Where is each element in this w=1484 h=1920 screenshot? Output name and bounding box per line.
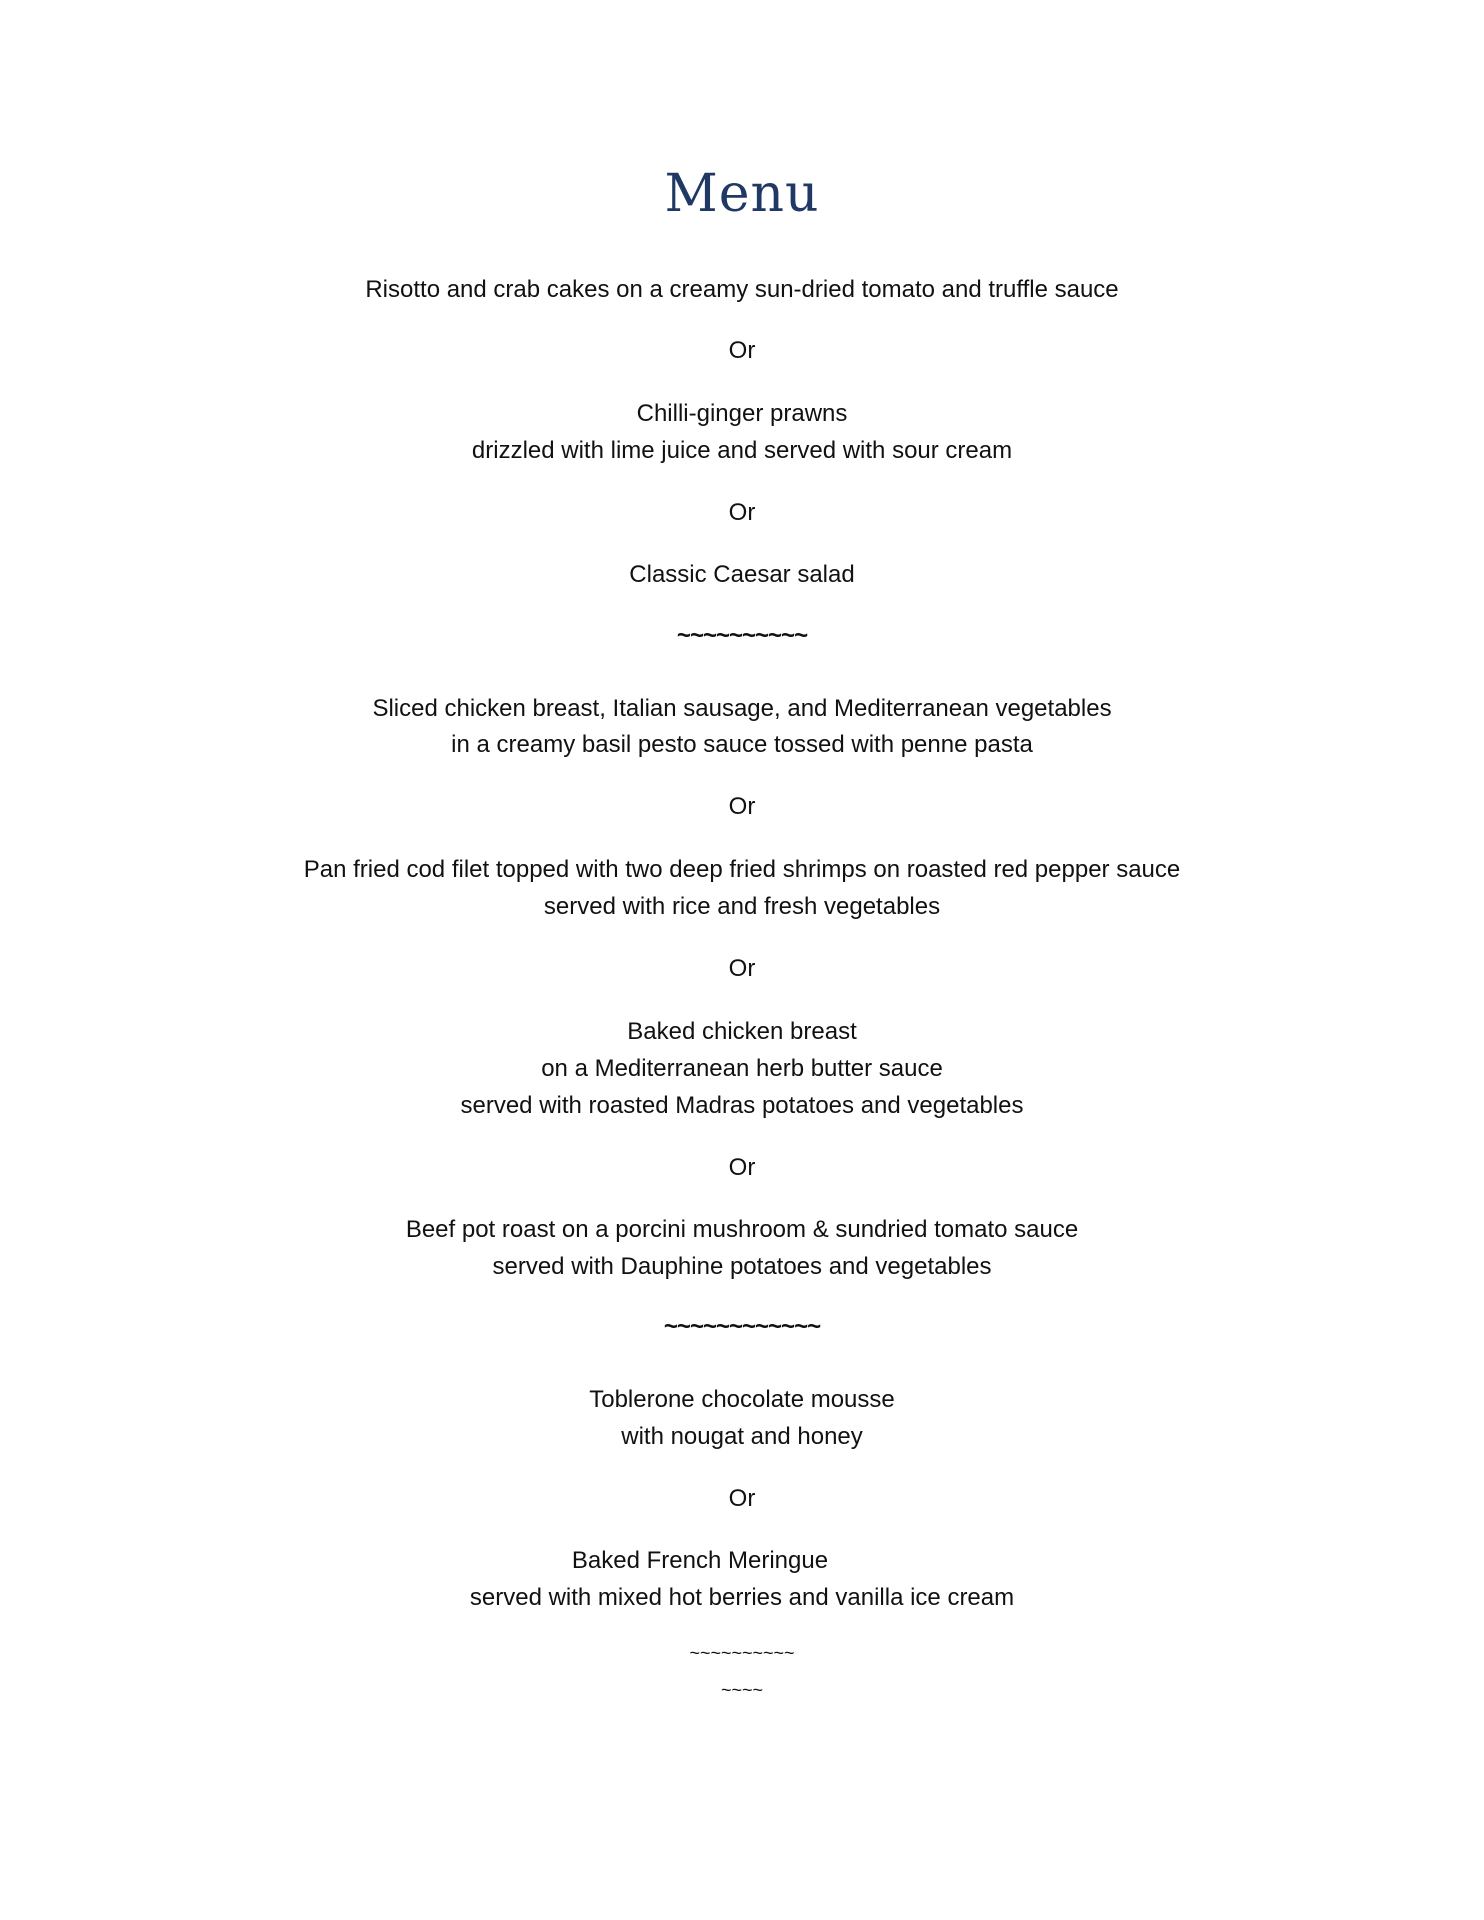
- menu-or: Or: [728, 499, 756, 526]
- menu-line-starter-3: Classic Caesar salad: [629, 561, 855, 588]
- menu-line-main-2-title: Pan fried cod filet topped with two deep fried shrimps on roasted red pepper sauce: [303, 856, 1181, 883]
- menu-line-main-3-desc-2: served with roasted Madras potatoes and vegetables: [460, 1092, 1024, 1119]
- menu-line-main-1-title: Sliced chicken breast, Italian sausage, and Mediterranean vegetables: [372, 695, 1112, 722]
- menu-line-main-3-desc-1: on a Mediterranean herb butter sauce: [541, 1055, 943, 1082]
- closing-divider: ~~~~~~~~~~: [689, 1643, 795, 1663]
- menu-or: Or: [728, 337, 756, 364]
- menu-line-starter-2-desc: drizzled with lime juice and served with sour cream: [471, 437, 1013, 464]
- menu-line-starter-2-title: Chilli-ginger prawns: [636, 400, 848, 427]
- menu-line-dessert-2-desc: served with mixed hot berries and vanilla ice cream: [469, 1584, 1015, 1611]
- menu-line-dessert-1-desc: with nougat and honey: [621, 1423, 863, 1450]
- closing-divider-short: ~~~~: [720, 1680, 764, 1700]
- menu-line-main-3-title: Baked chicken breast: [627, 1018, 857, 1045]
- menu-line-main-4-title: Beef pot roast on a porcini mushroom & sundried tomato sauce: [405, 1216, 1079, 1243]
- menu-line-main-1-desc: in a creamy basil pesto sauce tossed with penne pasta: [451, 731, 1033, 758]
- menu-line-main-2-desc: served with rice and fresh vegetables: [543, 893, 941, 920]
- menu-or: Or: [728, 793, 756, 820]
- menu-or: Or: [728, 1485, 756, 1512]
- course-divider: ~~~~~~~~~~~~: [663, 1313, 821, 1340]
- page-title: Menu: [664, 164, 820, 224]
- menu-or: Or: [728, 955, 756, 982]
- course-divider: ~~~~~~~~~~: [676, 622, 808, 649]
- menu-line-starter-1: Risotto and crab cakes on a creamy sun-dried tomato and truffle sauce: [365, 276, 1119, 303]
- menu-or: Or: [728, 1154, 756, 1181]
- menu-line-dessert-2-title: Baked French Meringue: [571, 1547, 829, 1574]
- menu-line-dessert-1-title: Toblerone chocolate mousse: [589, 1386, 895, 1413]
- menu-line-main-4-desc: served with Dauphine potatoes and vegetables: [492, 1253, 992, 1280]
